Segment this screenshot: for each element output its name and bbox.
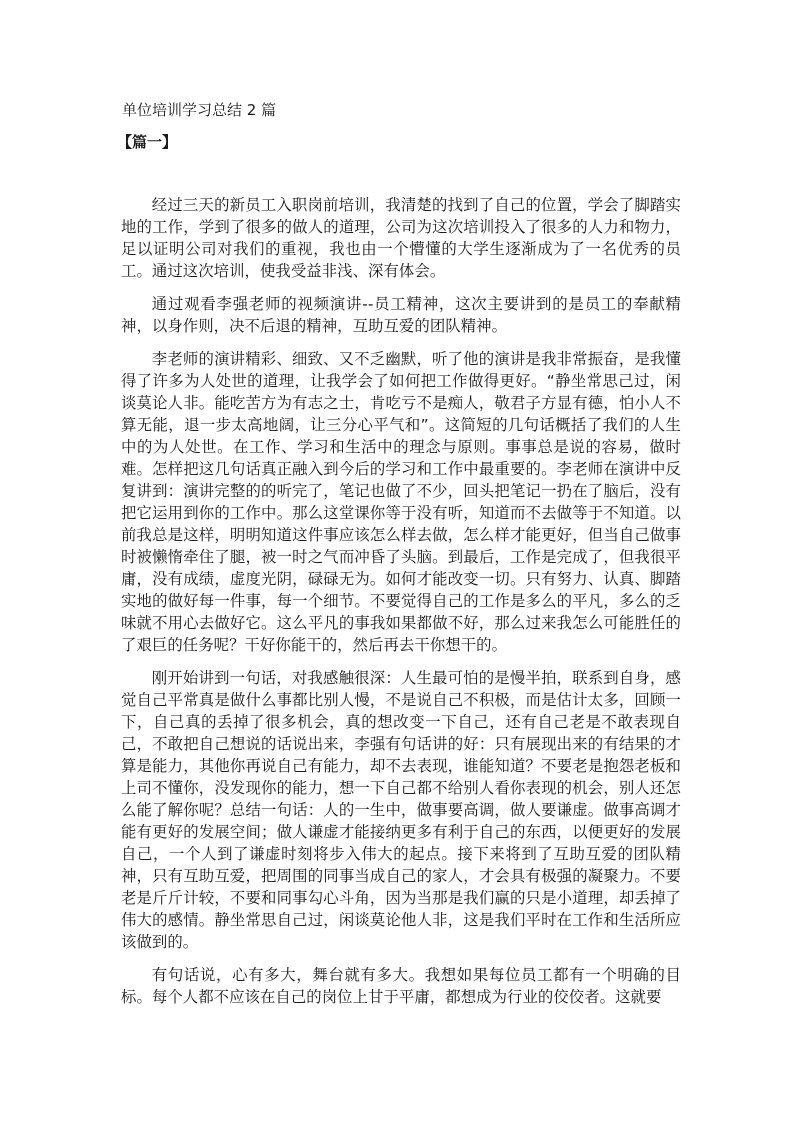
paragraph-4: 刚开始讲到一句话，对我感触很深：人生最可怕的是慢半拍，联系到自身，感觉自己平常真是做什么事都比别人慢，不是说自己不积极，而是估计太多，回顾一下，自己真的丢掉了很多机会，真的想改变一下自己，还有自己老是不敢表现自己，不敢把自己想说的话说出来，李强有句话讲的好：只有展现出来的有结果的才算是能力，其他你再说自己有能力，却不去表现，谁能知道？不要老是抱怨老板和上司不懂你，没发现你的能力，想一下自己都不给别人看你表现的机会，别人还怎么能了解你呢？总结一句话：人的一生中，做事要高调，做人要谦虚。做事高调才能有更好的发展空间；做人谦虚才能接纳更多有利于自己的东西，以便更好的发展自己，一个人到了谦虚时刻将步入伟大的起点。接下来将到了互助互爱的团队精神，只有互助互爱，把周围的同事当成自己的家人，才会具有极强的凝聚力。不要老是斤斤计较，不要和同事勾心斗角，因为当那是我们赢的只是小道理，却丢掉了伟大的感情。静坐常思自己过，闲谈莫论他人非，这是我们平时在工作和生活所应该做到的。	[121, 669, 681, 951]
paragraph-3: 李老师的演讲精彩、细致、又不乏幽默，听了他的演讲是我非常振奋，是我懂得了许多为人处世的道理，让我学会了如何把工作做得更好。“静坐常思己过，闲谈莫论人非。能吃苦方为有志之士，肯吃亏不是痴人，敬君子方显有德，怕小人不算无能，退一步太高地阔，让三分心平气和”。这简短的几句话概括了我们的人生中的为人处世。在工作、学习和生活中的理念与原则。事事总是说的容易，做时难。怎样把这几句话真正融入到今后的学习和工作中最重要的。李老师在演讲中反复讲到：演讲完整的的听完了，笔记也做了不少，回头把笔记一扔在了脑后，没有把它运用到你的工作中。那么这堂课你等于没有听，知道而不去做等于不知道。以前我总是这样，明明知道这件事应该怎么样去做，怎么样才能更好，但当自己做事时被懒惰牵住了腿，被一时之气而冲昏了头脑。到最后，工作是完成了，但我很平庸，没有成绩，虚度光阴，碌碌无为。如何才能改变一切。只有努力、认真、脚踏实地的做好每一件事，每一个细节。不要觉得自己的工作是多么的平凡，多么的乏味就不用心去做好它。这么平凡的事我如果都做不好，那么过来我怎么可能胜任的了艰巨的任务呢？干好你能干的，然后再去干你想干的。	[121, 350, 681, 654]
section-heading: 【篇一】	[117, 133, 178, 151]
document-body	[121, 194, 681, 1019]
paragraph-5: 有句话说，心有多大，舞台就有多大。我想如果每位员工都有一个明确的目标。每个人都不应该在自己的岗位上甘于平庸，都想成为行业的佼佼者。这就要	[121, 966, 681, 1006]
document-title: 单位培训学习总结 2 篇	[122, 101, 277, 119]
paragraph-1: 经过三天的新员工入职岗前培训，我清楚的找到了自己的位置，学会了脚踏实地的工作，学到了很多的做人的道理，公司为这次培训投入了很多的人力和物力，足以证明公司对我们的重视，我也由一个懵懂的大学生逐渐成为了一名优秀的员工。通过这次培训，使我受益非浅、深有体会。	[121, 196, 681, 280]
paragraph-2: 通过观看李强老师的视频演讲--员工精神，这次主要讲到的是员工的奉献精神，以身作则，决不后退的精神，互助互爱的团队精神。	[121, 295, 681, 335]
